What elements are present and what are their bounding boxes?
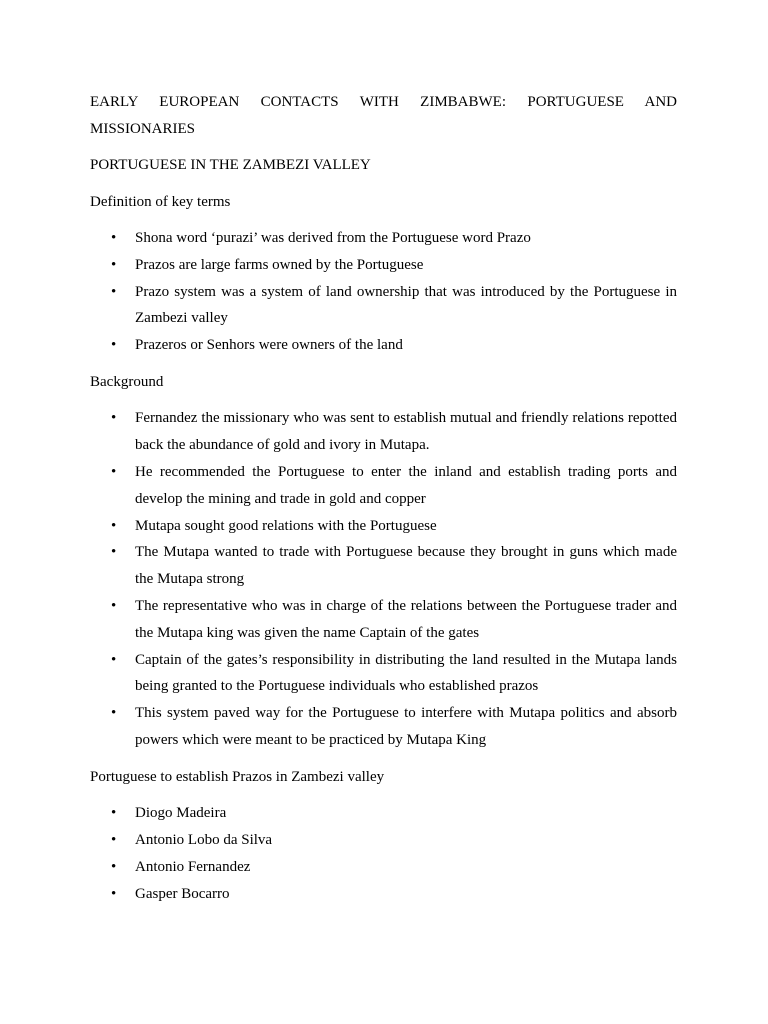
list-item <box>90 647 677 701</box>
list-item <box>90 539 677 593</box>
list-item <box>90 800 677 827</box>
bullet-icon: • <box>111 464 117 481</box>
list-item <box>90 332 677 359</box>
bullet-icon: • <box>111 705 117 722</box>
background-heading: Background <box>90 373 164 390</box>
list-item-text: The Mutapa wanted to trade with Portuguese because they brought in guns which made the Mutapa strong <box>135 544 677 588</box>
bullet-icon: • <box>111 256 117 273</box>
prazo-founders-list <box>90 800 677 907</box>
section-heading: PORTUGUESE IN THE ZAMBEZI VALLEY <box>90 157 371 173</box>
list-item <box>90 405 677 459</box>
list-item <box>90 854 677 881</box>
background-list <box>90 405 677 753</box>
list-item-text: Antonio Fernandez <box>135 858 251 875</box>
list-item <box>90 881 677 908</box>
list-item-text: Gasper Bocarro <box>135 885 230 902</box>
list-item <box>90 252 677 279</box>
list-item <box>90 700 677 754</box>
list-item <box>90 827 677 854</box>
bullet-icon: • <box>111 598 117 615</box>
document-title: EARLY EUROPEAN CONTACTS WITH ZIMBABWE: PORTUGUESE AND MISSIONARIES <box>90 94 677 137</box>
list-item-text: Captain of the gates’s responsibility in distributing the land resulted in the Mutapa lands being granted to the Portuguese individuals who established prazos <box>135 651 677 695</box>
list-item-text: Diogo Madeira <box>135 805 227 822</box>
bullet-icon: • <box>111 337 117 354</box>
bullet-icon: • <box>111 832 117 849</box>
list-item-text: He recommended the Portuguese to enter the inland and establish trading ports and develop the mining and trade in gold and copper <box>135 464 677 507</box>
list-item <box>90 279 677 333</box>
list-item-text: Prazos are large farms owned by the Portuguese <box>135 256 424 273</box>
bullet-icon: • <box>111 858 117 875</box>
list-item-text: This system paved way for the Portuguese to interfere with Mutapa politics and absorb powers which were meant to be practiced by Mutapa King <box>135 705 677 749</box>
bullet-icon: • <box>111 283 117 300</box>
list-item-text: Shona word ‘purazi’ was derived from the Portuguese word Prazo <box>135 230 531 246</box>
list-item <box>90 225 677 252</box>
list-item-text: Mutapa sought good relations with the Portuguese <box>135 517 437 534</box>
definitions-heading: Definition of key terms <box>90 193 231 210</box>
bullet-icon: • <box>111 544 117 561</box>
list-item-text: The representative who was in charge of the relations between the Portuguese trader and the Mutapa king was given the name Captain of the gates <box>135 598 677 641</box>
bullet-icon: • <box>111 651 117 668</box>
bullet-icon: • <box>111 230 117 246</box>
prazo-founders-heading: Portuguese to establish Prazos in Zambezi valley <box>90 768 385 785</box>
list-item-text: Antonio Lobo da Silva <box>135 832 273 849</box>
bullet-icon: • <box>111 885 117 902</box>
list-item <box>90 459 677 513</box>
bullet-icon: • <box>111 410 117 427</box>
list-item <box>90 593 677 647</box>
list-item-text: Fernandez the missionary who was sent to establish mutual and friendly relations repotted back the abundance of gold and ivory in Mutapa. <box>135 410 677 454</box>
bullet-icon: • <box>111 517 117 534</box>
list-item-text: Prazeros or Senhors were owners of the land <box>135 337 403 354</box>
bullet-icon: • <box>111 805 117 822</box>
document-page <box>90 89 677 918</box>
definitions-list <box>90 225 677 359</box>
list-item-text: Prazo system was a system of land ownership that was introduced by the Portuguese in Zambezi valley <box>135 283 677 327</box>
list-item <box>90 513 677 540</box>
